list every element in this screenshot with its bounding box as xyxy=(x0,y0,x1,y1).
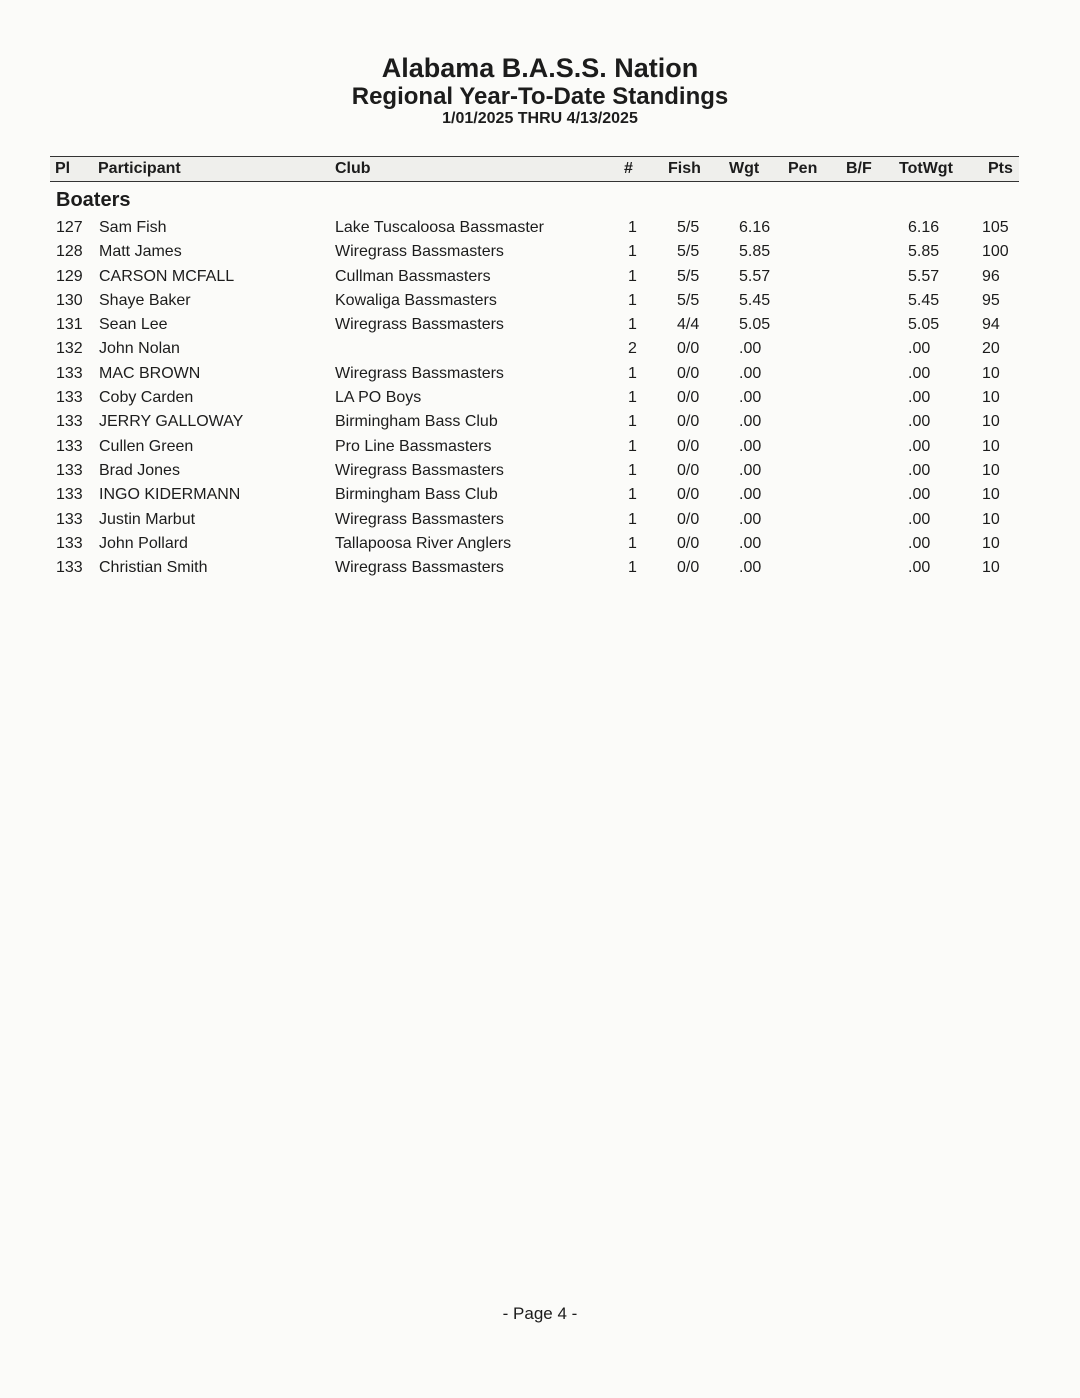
standings-table xyxy=(50,156,1019,182)
cell-club: LA PO Boys xyxy=(335,389,422,407)
cell-count: 1 xyxy=(628,389,637,407)
cell-place: 128 xyxy=(56,243,83,261)
cell-weight: 5.85 xyxy=(739,243,771,261)
table-row xyxy=(0,483,1080,507)
cell-points: 94 xyxy=(982,316,1000,334)
cell-count: 1 xyxy=(628,486,637,504)
cell-fish: 5/5 xyxy=(677,291,700,309)
column-header-pen: Pen xyxy=(788,160,818,177)
cell-total-weight: .00 xyxy=(908,364,931,382)
cell-points: 10 xyxy=(982,510,1000,528)
cell-count: 1 xyxy=(628,267,637,285)
cell-fish: 5/5 xyxy=(677,243,700,261)
cell-place: 133 xyxy=(56,534,83,552)
cell-place: 133 xyxy=(56,437,83,455)
cell-participant: John Pollard xyxy=(99,534,188,552)
cell-total-weight: .00 xyxy=(908,486,931,504)
cell-points: 20 xyxy=(982,340,1000,358)
table-row xyxy=(0,556,1080,580)
cell-club: Wiregrass Bassmasters xyxy=(335,364,504,382)
cell-total-weight: .00 xyxy=(908,437,931,455)
cell-participant: JERRY GALLOWAY xyxy=(99,413,244,431)
cell-fish: 0/0 xyxy=(677,389,700,407)
cell-place: 133 xyxy=(56,559,83,577)
cell-weight: .00 xyxy=(739,461,762,479)
cell-total-weight: .00 xyxy=(908,389,931,407)
cell-points: 95 xyxy=(982,291,1000,309)
table-row xyxy=(0,240,1080,264)
cell-count: 1 xyxy=(628,461,637,479)
cell-participant: INGO KIDERMANN xyxy=(99,486,241,504)
column-header-wgt: Wgt xyxy=(729,160,760,177)
cell-participant: Sam Fish xyxy=(99,219,167,236)
cell-place: 127 xyxy=(56,219,83,236)
cell-points: 96 xyxy=(982,267,1000,285)
cell-count: 1 xyxy=(628,437,637,455)
column-header-pts: Pts xyxy=(988,160,1013,177)
cell-club: Birmingham Bass Club xyxy=(335,413,498,431)
cell-place: 133 xyxy=(56,486,83,504)
cell-club: Pro Line Bassmasters xyxy=(335,437,492,455)
cell-points: 10 xyxy=(982,559,1000,577)
cell-fish: 5/5 xyxy=(677,219,700,236)
table-row xyxy=(0,386,1080,410)
cell-points: 10 xyxy=(982,413,1000,431)
cell-total-weight: 5.05 xyxy=(908,316,940,334)
cell-place: 129 xyxy=(56,267,83,285)
cell-club: Tallapoosa River Anglers xyxy=(335,534,512,552)
cell-total-weight: 5.45 xyxy=(908,291,940,309)
cell-club: Wiregrass Bassmasters xyxy=(335,559,504,577)
cell-fish: 0/0 xyxy=(677,364,700,382)
cell-fish: 0/0 xyxy=(677,413,700,431)
cell-participant: Sean Lee xyxy=(99,316,168,334)
cell-points: 10 xyxy=(982,461,1000,479)
cell-place: 130 xyxy=(56,291,83,309)
cell-weight: .00 xyxy=(739,413,762,431)
table-row xyxy=(0,265,1080,289)
cell-points: 10 xyxy=(982,437,1000,455)
table-header xyxy=(50,156,1019,182)
report-subtitle: Regional Year-To-Date Standings xyxy=(351,83,729,110)
cell-participant: CARSON MCFALL xyxy=(99,267,235,285)
table-row xyxy=(0,216,1080,240)
cell-fish: 0/0 xyxy=(677,559,700,577)
cell-club: Cullman Bassmasters xyxy=(335,267,491,285)
cell-club: Wiregrass Bassmasters xyxy=(335,316,504,334)
cell-weight: 5.57 xyxy=(739,267,771,285)
cell-weight: 5.05 xyxy=(739,316,771,334)
cell-weight: 6.16 xyxy=(739,219,771,236)
cell-club: Birmingham Bass Club xyxy=(335,486,498,504)
column-header-fish: Fish xyxy=(668,160,701,177)
cell-participant: Matt James xyxy=(99,243,182,261)
date-range: 1/01/2025 THRU 4/13/2025 xyxy=(442,110,638,127)
cell-count: 2 xyxy=(628,340,637,358)
cell-count: 1 xyxy=(628,364,637,382)
cell-count: 1 xyxy=(628,243,637,261)
cell-participant: John Nolan xyxy=(99,340,180,358)
cell-place: 133 xyxy=(56,389,83,407)
cell-place: 133 xyxy=(56,413,83,431)
cell-participant: Christian Smith xyxy=(99,559,208,577)
cell-weight: .00 xyxy=(739,389,762,407)
cell-count: 1 xyxy=(628,291,637,309)
cell-count: 1 xyxy=(628,534,637,552)
cell-participant: Shaye Baker xyxy=(99,291,191,309)
cell-points: 105 xyxy=(982,219,1009,236)
cell-points: 10 xyxy=(982,534,1000,552)
cell-points: 100 xyxy=(982,243,1009,261)
column-header-club: Club xyxy=(335,160,371,177)
cell-place: 132 xyxy=(56,340,83,358)
cell-weight: .00 xyxy=(739,364,762,382)
cell-total-weight: .00 xyxy=(908,340,931,358)
cell-participant: Brad Jones xyxy=(99,461,180,479)
cell-count: 1 xyxy=(628,510,637,528)
page-number: - Page 4 - xyxy=(502,1304,578,1323)
column-header-bf: B/F xyxy=(846,160,872,177)
cell-fish: 0/0 xyxy=(677,461,700,479)
column-header-totwgt: TotWgt xyxy=(899,160,953,177)
cell-count: 1 xyxy=(628,219,637,236)
cell-fish: 0/0 xyxy=(677,534,700,552)
cell-count: 1 xyxy=(628,413,637,431)
cell-place: 131 xyxy=(56,316,83,334)
cell-total-weight: 5.85 xyxy=(908,243,940,261)
column-header-participant: Participant xyxy=(98,160,181,177)
cell-weight: .00 xyxy=(739,559,762,577)
table-row xyxy=(0,508,1080,532)
cell-club: Wiregrass Bassmasters xyxy=(335,461,504,479)
report-title: Alabama B.A.S.S. Nation xyxy=(381,53,699,83)
table-body xyxy=(0,216,1080,580)
table-row xyxy=(0,410,1080,434)
cell-points: 10 xyxy=(982,364,1000,382)
table-row xyxy=(0,337,1080,361)
cell-fish: 0/0 xyxy=(677,437,700,455)
cell-place: 133 xyxy=(56,364,83,382)
cell-club: Wiregrass Bassmasters xyxy=(335,243,504,261)
column-header-count: # xyxy=(624,160,633,177)
cell-club: Kowaliga Bassmasters xyxy=(335,291,497,309)
cell-place: 133 xyxy=(56,461,83,479)
table-row xyxy=(0,532,1080,556)
cell-club: Wiregrass Bassmasters xyxy=(335,510,504,528)
cell-fish: 0/0 xyxy=(677,340,700,358)
table-row xyxy=(0,362,1080,386)
cell-participant: Coby Carden xyxy=(99,389,194,407)
cell-weight: .00 xyxy=(739,340,762,358)
cell-fish: 4/4 xyxy=(677,316,700,334)
cell-points: 10 xyxy=(982,389,1000,407)
cell-fish: 5/5 xyxy=(677,267,700,285)
table-row xyxy=(0,289,1080,313)
column-header-pl: Pl xyxy=(55,160,71,177)
cell-total-weight: .00 xyxy=(908,559,931,577)
cell-total-weight: .00 xyxy=(908,510,931,528)
cell-weight: .00 xyxy=(739,486,762,504)
section-label-boaters: Boaters xyxy=(56,189,131,211)
cell-fish: 0/0 xyxy=(677,510,700,528)
cell-weight: .00 xyxy=(739,510,762,528)
cell-total-weight: 6.16 xyxy=(908,219,940,236)
cell-total-weight: .00 xyxy=(908,461,931,479)
cell-participant: Cullen Green xyxy=(99,437,194,455)
cell-place: 133 xyxy=(56,510,83,528)
cell-total-weight: .00 xyxy=(908,534,931,552)
cell-club: Lake Tuscaloosa Bassmaster xyxy=(335,219,544,236)
cell-participant: Justin Marbut xyxy=(99,510,196,528)
table-row xyxy=(0,313,1080,337)
table-row xyxy=(0,459,1080,483)
table-row xyxy=(0,435,1080,459)
cell-total-weight: 5.57 xyxy=(908,267,940,285)
cell-points: 10 xyxy=(982,486,1000,504)
cell-total-weight: .00 xyxy=(908,413,931,431)
cell-weight: 5.45 xyxy=(739,291,771,309)
cell-fish: 0/0 xyxy=(677,486,700,504)
report-header xyxy=(0,52,1080,128)
cell-count: 1 xyxy=(628,559,637,577)
cell-participant: MAC BROWN xyxy=(99,364,201,382)
cell-count: 1 xyxy=(628,316,637,334)
cell-weight: .00 xyxy=(739,534,762,552)
cell-weight: .00 xyxy=(739,437,762,455)
